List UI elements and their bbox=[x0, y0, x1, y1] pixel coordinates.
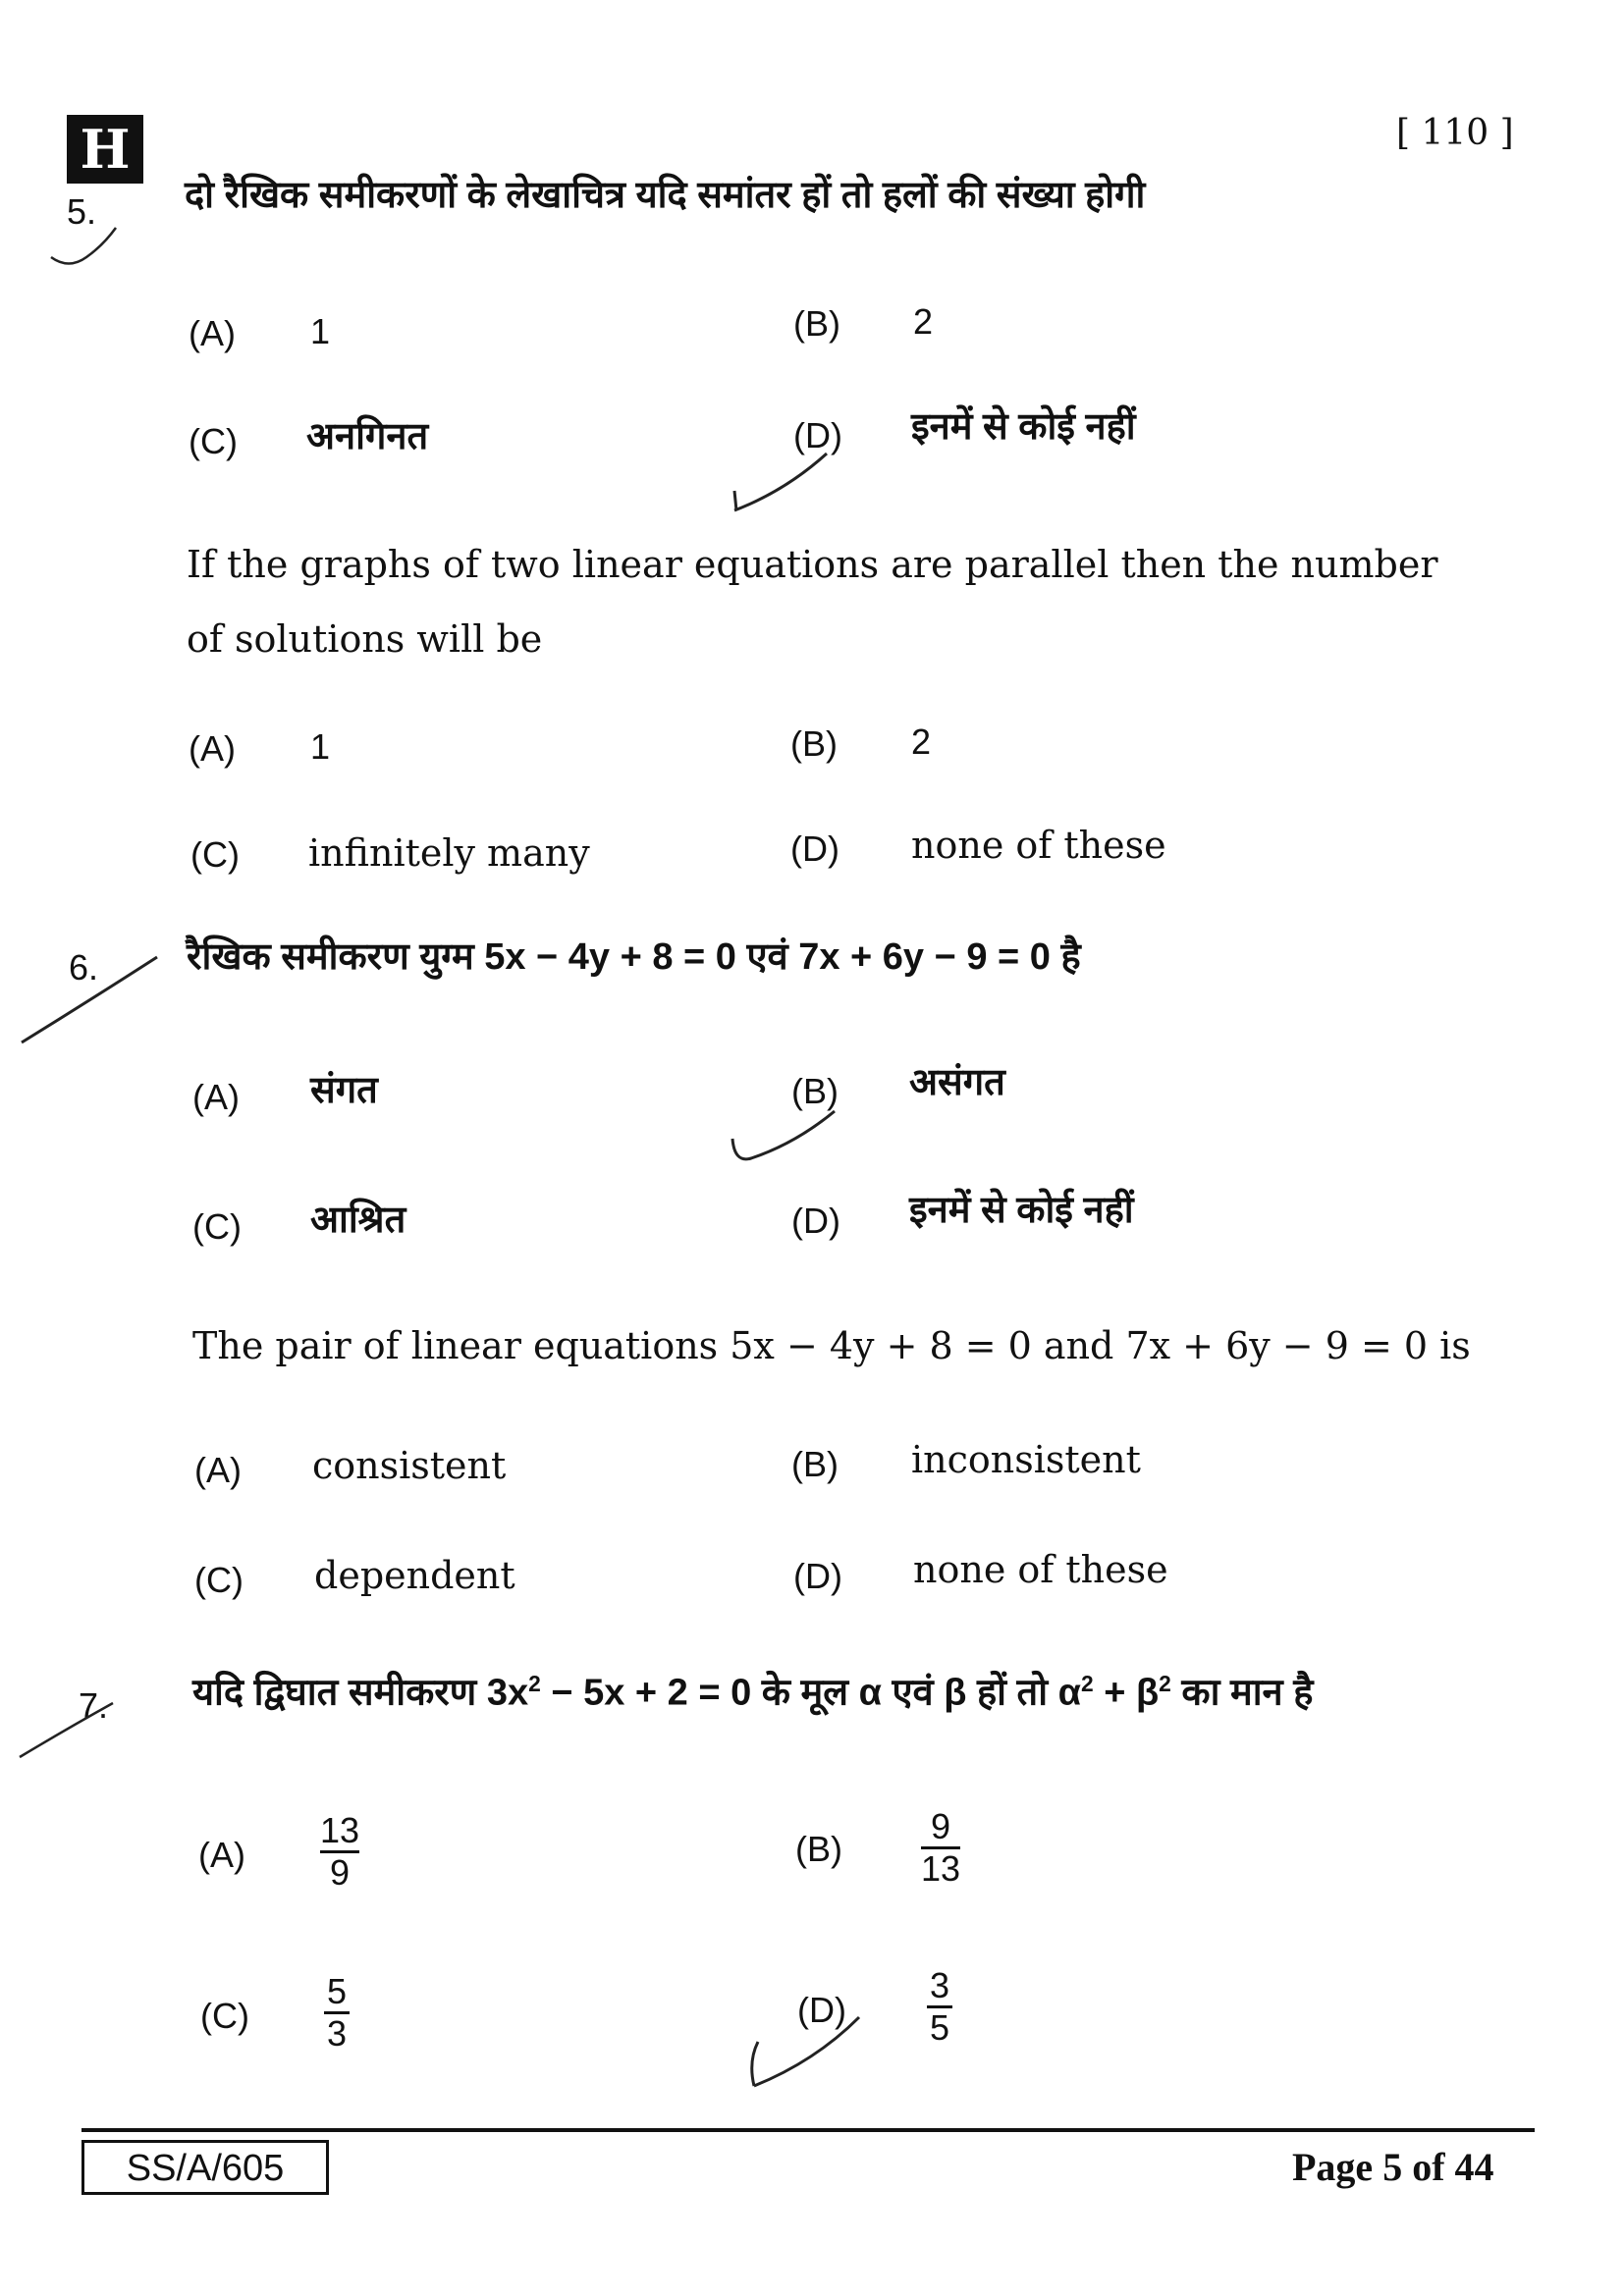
option-label: (A) bbox=[189, 313, 236, 353]
option-label: (B) bbox=[793, 303, 840, 344]
option-text: inconsistent bbox=[911, 1438, 1141, 1481]
option-label: (D) bbox=[797, 1990, 846, 2030]
question-text-english: If the graphs of two linear equations are parallel then the number bbox=[187, 543, 1438, 586]
option-text: infinitely many bbox=[308, 831, 590, 875]
fraction: 5 3 bbox=[324, 1973, 350, 2053]
tick-mark-icon bbox=[51, 228, 116, 264]
option-label: (D) bbox=[793, 1556, 842, 1596]
question-text-hindi: यदि द्विघात समीकरण $3x^2 - 5x + 2 = 0$ के मूल α एवं β हों तो $\alpha^2 + \beta^2$ का मान है bbox=[192, 1671, 1314, 1714]
option-text: none of these bbox=[911, 824, 1166, 867]
tick-mark-icon bbox=[732, 1111, 835, 1159]
option-label: (C) bbox=[194, 1560, 244, 1600]
option-label: (B) bbox=[795, 1829, 842, 1869]
option-label: (B) bbox=[791, 1071, 839, 1111]
option-text: 2 bbox=[911, 721, 932, 762]
option-label: (A) bbox=[194, 1450, 242, 1490]
option-text: none of these bbox=[913, 1548, 1168, 1591]
marks-label: [ 110 ] bbox=[1396, 113, 1514, 153]
tick-mark-icon bbox=[734, 454, 827, 510]
option-text: 1 bbox=[310, 726, 331, 767]
paper-code: SS/A/605 bbox=[81, 2140, 329, 2195]
option-label: (B) bbox=[790, 723, 838, 764]
page-number: Page 5 of 44 bbox=[1292, 2145, 1494, 2189]
option-text: संगत bbox=[310, 1070, 378, 1111]
option-text: असंगत bbox=[909, 1062, 1005, 1103]
tick-mark-icon bbox=[20, 1703, 113, 1757]
tick-mark-icon bbox=[752, 2017, 859, 2086]
question-text-english: The pair of linear equations 5x − 4y + 8 = 0 and 7x + 6y − 9 = 0 is bbox=[192, 1324, 1471, 1367]
section-badge: H bbox=[67, 115, 143, 184]
option-label: (C) bbox=[190, 834, 240, 875]
option-label: (A) bbox=[198, 1835, 245, 1875]
question-text-english: of solutions will be bbox=[187, 617, 543, 661]
option-label: (C) bbox=[189, 421, 238, 461]
option-label: (D) bbox=[793, 415, 842, 455]
question-number: 7. bbox=[79, 1685, 109, 1726]
question-text-hindi: रैखिक समीकरण युग्म 5x − 4y + 8 = 0 एवं 7x + 6y − 9 = 0 है bbox=[187, 936, 1081, 978]
option-text: इनमें से कोई नहीं bbox=[909, 1190, 1134, 1231]
option-text: 2 bbox=[913, 301, 934, 342]
question-text-hindi: दो रैखिक समीकरणों के लेखाचित्र यदि समांतर हों तो हलों की संख्या होगी bbox=[185, 175, 1146, 216]
option-label: (A) bbox=[192, 1077, 240, 1117]
fraction: 9 13 bbox=[921, 1806, 961, 1889]
option-label: (C) bbox=[200, 1996, 249, 2036]
option-label: (C) bbox=[192, 1206, 242, 1247]
question-number: 5. bbox=[67, 191, 97, 232]
question-number: 6. bbox=[69, 947, 99, 988]
option-label: (B) bbox=[791, 1444, 839, 1484]
option-text: आश्रित bbox=[310, 1200, 406, 1241]
option-text: अनगिनत bbox=[306, 416, 429, 457]
tick-mark-icon bbox=[22, 957, 157, 1042]
option-text: इनमें से कोई नहीं bbox=[911, 406, 1136, 448]
fraction: 13 9 bbox=[320, 1810, 360, 1893]
option-label: (D) bbox=[790, 828, 839, 869]
fraction: 3 5 bbox=[927, 1967, 952, 2047]
option-text: 1 bbox=[310, 311, 331, 351]
option-text: dependent bbox=[314, 1554, 515, 1597]
option-label: (A) bbox=[189, 728, 236, 769]
option-text: consistent bbox=[312, 1444, 507, 1487]
footer-rule bbox=[81, 2128, 1535, 2132]
option-label: (D) bbox=[791, 1201, 840, 1241]
